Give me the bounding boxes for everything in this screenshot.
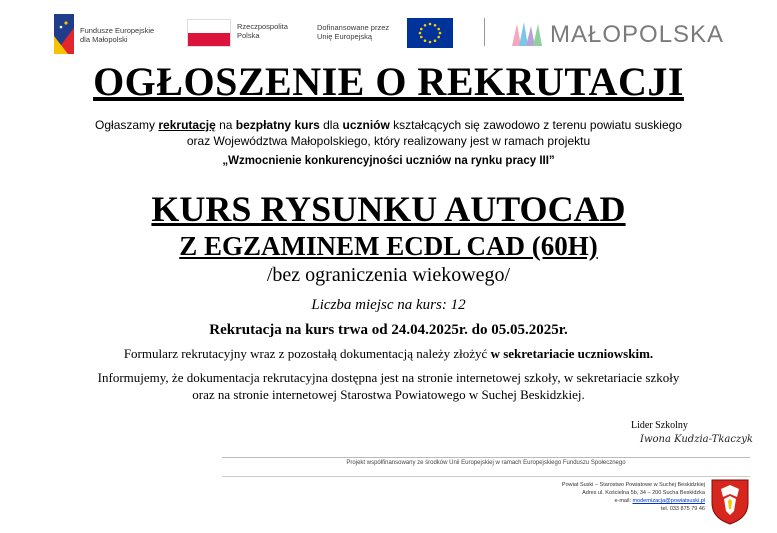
eu-cofunding-logo (317, 17, 457, 51)
powiat-crest-icon (709, 477, 751, 525)
course-subtitle: Z EGZAMINEM ECDL CAD (60H) (179, 231, 598, 261)
cofunding-note: Projekt współfinansowany ze środków Unii Europejskiej w ramach Europejskiego Funduszu Społecznego (346, 460, 626, 466)
email-link[interactable]: modernizacja@powiatsuski.pl (632, 498, 705, 504)
intro-line-1: Ogłaszamy rekrutację na bezpłatny kurs dla uczniów kształcących się zawodowo z terenu powiatu suskiego (95, 118, 682, 132)
polish-flag-icon (187, 19, 231, 47)
eu-flag-icon (407, 18, 453, 48)
info-paragraph (0, 369, 777, 403)
fundusze-europejskie-logo (54, 14, 184, 54)
header-divider (484, 18, 485, 46)
ue-logo-text: Dofinansowane przez Unię Europejską (317, 23, 390, 41)
contact-line-1: Powiat Suski – Starostwo Powiatowe w Suchej Beskidzkiej (561, 482, 705, 488)
malopolska-logo-text: MAŁOPOLSKA (550, 21, 725, 48)
project-name: „Wzmocnienie konkurencyjności uczniów na rynku pracy III” (222, 155, 555, 167)
fe-logo-text: Fundusze Europejskie dla Małopolski (80, 26, 155, 44)
recruitment-dates: Rekrutacja na kurs trwa od 24.04.2025r. do 05.05.2025r. (209, 322, 568, 338)
footer-divider-2 (222, 476, 750, 477)
age-note: /bez ograniczenia wiekowego/ (266, 264, 511, 286)
contact-info (490, 481, 705, 513)
rp-logo-text: Rzeczpospolita Polska (237, 22, 288, 40)
intro-line-2: oraz Województwa Małopolskiego, który realizowany jest w ramach projektu (186, 134, 591, 148)
info-line-1: Informujemy, że dokumentacja rekrutacyjna dostępna jest na stronie internetowej szkoły, w sekretariacie szkoły (97, 370, 680, 385)
form-note: Formularz rekrutacyjny wraz z pozostałą dokumentacją należy złożyć w sekretariacie uczniowskim. (123, 346, 654, 361)
contact-address: Adres ul. Kościelna 5b, 34 – 200 Sucha Beskidzka (582, 490, 705, 496)
contact-phone: tel. 033 875 79 46 (660, 506, 705, 512)
course-title: KURS RYSUNKU AUTOCAD (151, 189, 626, 229)
malopolska-emblem-icon (512, 22, 542, 46)
rzeczpospolita-logo (187, 17, 307, 51)
malopolska-logo (512, 18, 742, 50)
fe-emblem-icon (54, 14, 74, 54)
footer-divider (222, 457, 750, 458)
signer-role: Lider Szkolny (631, 420, 688, 431)
seats-count: Liczba miejsc na kurs: 12 (311, 297, 466, 313)
intro-paragraph (0, 117, 777, 149)
contact-email-line: e-mail: modernizacja@powiatsuski.pl (614, 498, 705, 504)
info-line-2: oraz na stronie internetowej Starostwa Powiatowego w Suchej Beskidzkiej. (192, 387, 585, 402)
page-title: OGŁOSZENIE O REKRUTACJI (93, 59, 684, 104)
handwritten-signature: Iwona Kudzia-Tkaczyk (640, 434, 753, 445)
